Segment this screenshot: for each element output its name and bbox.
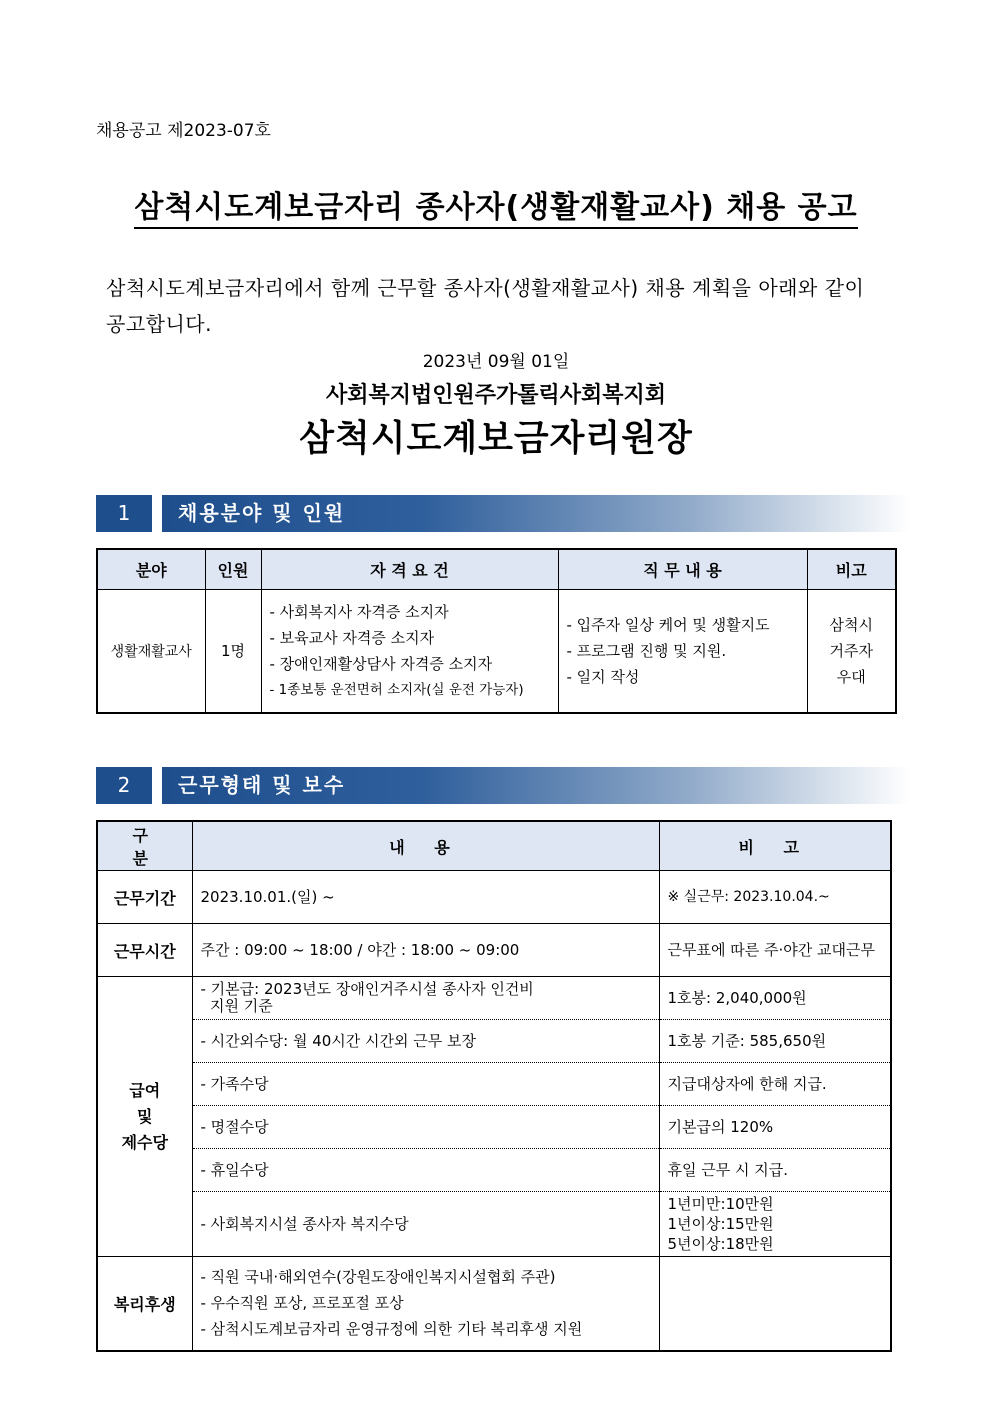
pay-note: 휴일 근무 시 지급.: [659, 1149, 891, 1192]
work-hours-label: 근무시간: [97, 924, 192, 977]
pay-content: - 명절수당: [192, 1106, 659, 1149]
pay-content-line: 지원 기준: [200, 997, 273, 1015]
page-title: [0, 182, 992, 226]
work-hours-content: 주간 : 09:00 ~ 18:00 / 야간 : 18:00 ~ 09:00: [192, 924, 659, 977]
remark-line: 우대: [836, 667, 866, 686]
pay-note: 지급대상자에 한해 지급.: [659, 1063, 891, 1106]
organization-name: 사회복지법인원주가톨릭사회복지회: [325, 383, 667, 408]
table-row: [97, 1149, 891, 1192]
remark-line: 삼척시: [829, 615, 873, 634]
compensation-table: [96, 820, 892, 1352]
table-header-row: [97, 549, 896, 589]
table-row: [97, 977, 891, 1020]
welfare-content: [192, 1257, 659, 1351]
work-hours-note: 근무표에 따른 주·야간 교대근무: [659, 924, 891, 977]
notice-number: 채용공고 제2023-07호: [96, 121, 271, 141]
pay-note-line: 5년이상:18만원: [667, 1235, 774, 1253]
duty-item: - 입주자 일상 케어 및 생활지도: [566, 615, 770, 634]
qualification-item: - 장애인재활상담사 자격증 소지자: [269, 654, 493, 673]
page-title-text: 삼척시도계보금자리 종사자(생활재활교사) 채용 공고: [134, 190, 857, 229]
remark-line: 거주자: [829, 641, 873, 660]
section2-title: 근무형태 및 보수: [162, 767, 910, 804]
welfare-line: - 직원 국내·해외연수(강원도장애인복지시설협회 주관): [200, 1268, 556, 1287]
pay-note: 1호봉 기준: 585,650원: [659, 1020, 891, 1063]
pay-content: [192, 977, 659, 1020]
header-count: 인원: [205, 549, 261, 589]
recruitment-table: [96, 548, 897, 714]
table-row: [97, 1020, 891, 1063]
qualification-item: - 사회복지사 자격증 소지자: [269, 602, 449, 621]
pay-note: 1호봉: 2,040,000원: [659, 977, 891, 1020]
table-row: [97, 924, 891, 977]
header-field: 분야: [97, 549, 205, 589]
section1-title: 채용분야 및 인원: [162, 495, 910, 532]
section2-number: 2: [96, 767, 152, 804]
pay-label: [97, 977, 192, 1257]
section1-number: 1: [96, 495, 152, 532]
pay-note-line: 1년이상:15만원: [667, 1215, 774, 1233]
table-row: [97, 1063, 891, 1106]
director-title: 삼척시도계보금자리원장: [299, 418, 693, 459]
duty-item: - 프로그램 진행 및 지원.: [566, 641, 727, 660]
header-note: 비 고: [659, 821, 891, 871]
work-period-note: ※ 실근무: 2023.10.04.~: [659, 871, 891, 924]
pay-note: 기본급의 120%: [659, 1106, 891, 1149]
pay-label-line: 급여: [129, 1080, 161, 1100]
header-duties: 직 무 내 용: [558, 549, 807, 589]
remarks-cell: [807, 589, 896, 713]
work-period-label: 근무기간: [97, 871, 192, 924]
count-cell: 1명: [205, 589, 261, 713]
announcement-date: 2023년 09월 01일: [422, 352, 570, 372]
qualification-item: - 보육교사 자격증 소지자: [269, 628, 435, 647]
table-row: [97, 1257, 891, 1351]
welfare-note: [659, 1257, 891, 1351]
welfare-label: 복리후생: [97, 1257, 192, 1351]
pay-label-line: 제수당: [121, 1132, 168, 1152]
welfare-line: - 삼척시도계보금자리 운영규정에 의한 기타 복리후생 지원: [200, 1320, 583, 1339]
pay-content: - 사회복지시설 종사자 복지수당: [192, 1192, 659, 1257]
welfare-line: - 우수직원 포상, 프로포절 포상: [200, 1294, 404, 1313]
table-row: [97, 1106, 891, 1149]
table-header-row: [97, 821, 891, 871]
field-cell: 생활재활교사: [97, 589, 205, 713]
pay-content-line: - 기본급: 2023년도 장애인거주시설 종사자 인건비: [200, 980, 534, 998]
pay-content: - 가족수당: [192, 1063, 659, 1106]
qualification-item: - 1종보통 운전면허 소지자(실 운전 가능자): [269, 681, 524, 698]
header-content: 내 용: [192, 821, 659, 871]
duty-item: - 일지 작성: [566, 667, 640, 686]
pay-note: [659, 1192, 891, 1257]
header-remarks: 비고: [807, 549, 896, 589]
pay-content: - 시간외수당: 월 40시간 시간외 근무 보장: [192, 1020, 659, 1063]
table-row: [97, 871, 891, 924]
pay-label-line: 및: [137, 1106, 153, 1126]
work-period-content: 2023.10.01.(일) ~: [192, 871, 659, 924]
header-category: 구 분: [97, 821, 192, 871]
pay-content: - 휴일수당: [192, 1149, 659, 1192]
pay-note-line: 1년미만:10만원: [667, 1195, 774, 1213]
table-row: [97, 1192, 891, 1257]
duties-cell: [558, 589, 807, 713]
qualifications-cell: [261, 589, 558, 713]
header-qualifications: 자 격 요 건: [261, 549, 558, 589]
table-row: [97, 589, 896, 713]
intro-paragraph: 삼척시도계보금자리에서 함께 근무할 종사자(생활재활교사) 채용 계획을 아래와 같이 공고합니다.: [106, 276, 865, 336]
